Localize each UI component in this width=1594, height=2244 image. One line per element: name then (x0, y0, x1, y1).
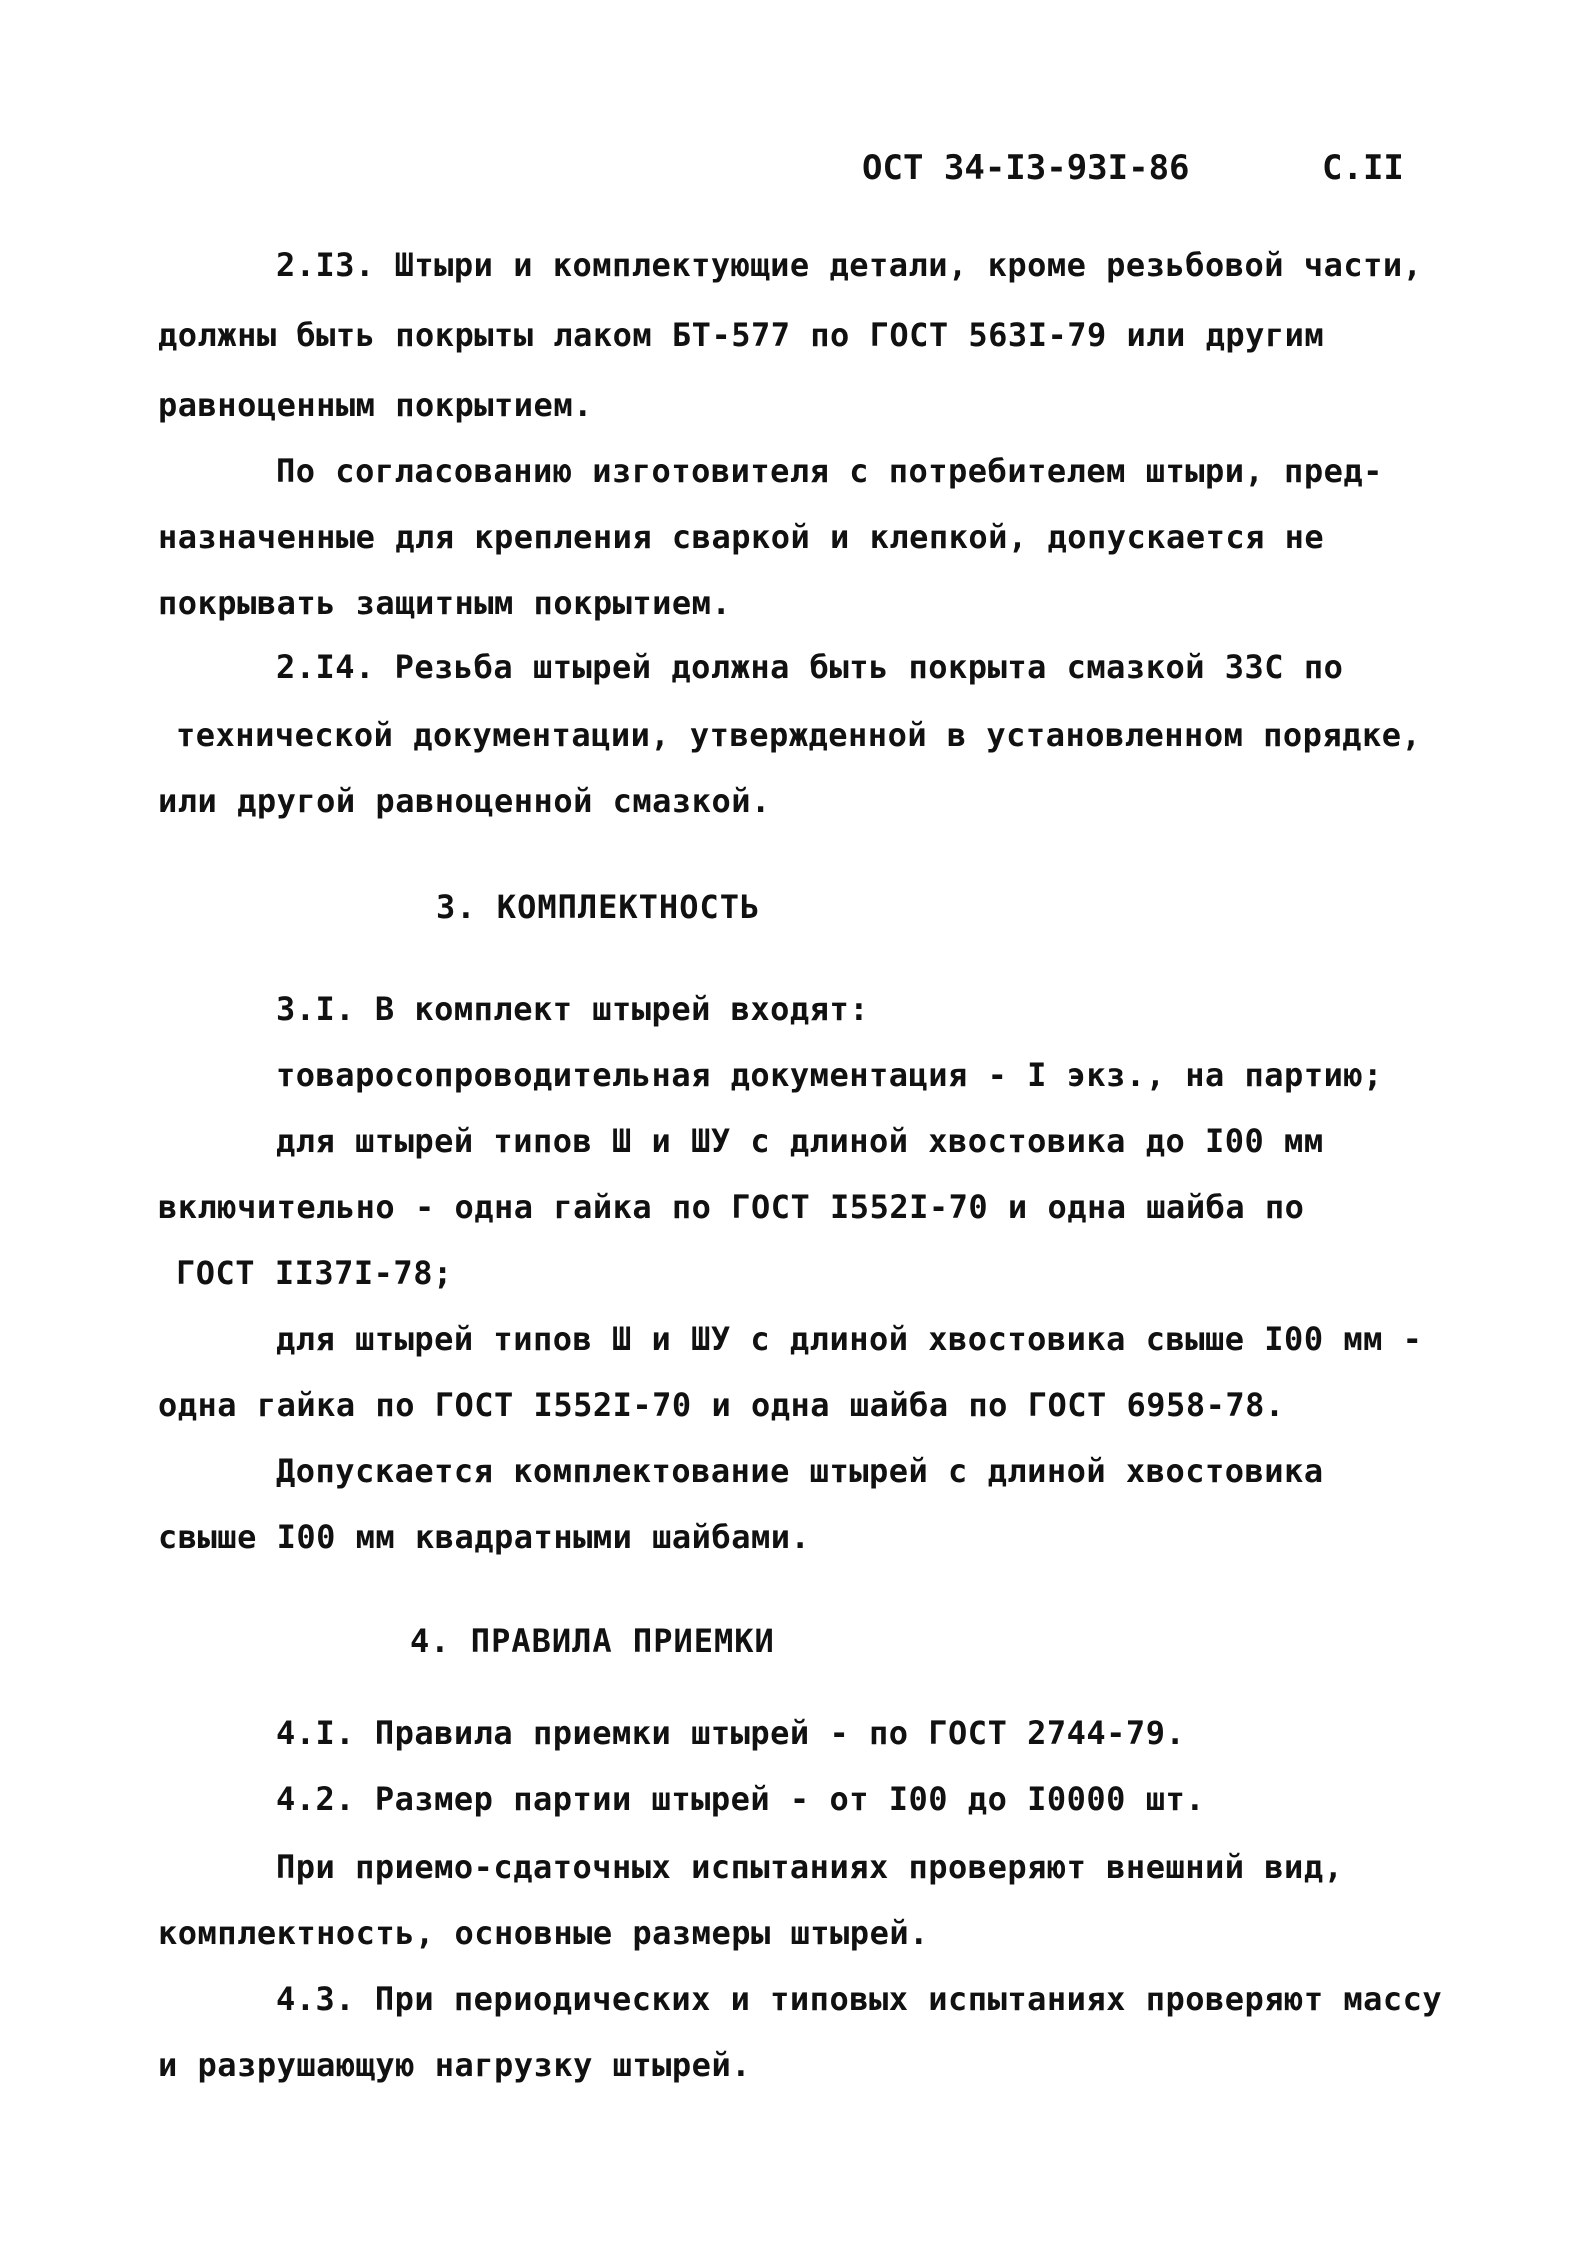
document-code: ОСТ 34-I3-93I-86 (862, 148, 1190, 188)
clause-2-13-line-3: равноценным покрытием. (158, 386, 593, 424)
clause-4-2-note-line-1: При приемо-сдаточных испытаниях проверяют внешний вид, (276, 1848, 1344, 1886)
clause-2-14-line-1: 2.I4. Резьба штырей должна быть покрыта смазкой ЗЗС по (276, 648, 1344, 686)
clause-4-2: 4.2. Размер партии штырей - от I00 до I0000 шт. (276, 1780, 1205, 1818)
clause-2-13-note-line-2: назначенные для крепления сваркой и клепкой, допускается не (158, 518, 1325, 556)
clause-2-13-note-line-1: По согласованию изготовителя с потребителем штыри, пред- (276, 452, 1383, 490)
clause-3-1-item-a-line-3: ГОСТ II37I-78; (176, 1254, 453, 1292)
clause-3-1: 3.I. В комплект штырей входят: (276, 990, 869, 1028)
section-4-heading: 4. ПРАВИЛА ПРИЕМКИ (410, 1622, 775, 1660)
page-number: С.II (1322, 148, 1404, 188)
clause-4-2-note-line-2: комплектность, основные размеры штырей. (158, 1914, 929, 1952)
clause-2-13-line-1: 2.I3. Штыри и комплектующие детали, кроме резьбовой части, (276, 246, 1423, 284)
clause-3-1-item-a-line-1: для штырей типов Ш и ШУ с длиной хвостовика до I00 мм (276, 1122, 1324, 1160)
clause-3-1-item-b-line-1: для штырей типов Ш и ШУ с длиной хвостовика свыше I00 мм - (276, 1320, 1423, 1358)
clause-4-3-line-1: 4.3. При периодических и типовых испытаниях проверяют массу (276, 1980, 1443, 2018)
clause-3-1-note-line-1: Допускается комплектование штырей с длиной хвостовика (276, 1452, 1324, 1490)
clause-2-13-line-2: должны быть покрыты лаком БТ-577 по ГОСТ 563I-79 или другим (158, 316, 1325, 354)
clause-4-1: 4.I. Правила приемки штырей - по ГОСТ 2744-79. (276, 1714, 1186, 1752)
section-3-heading: 3. КОМПЛЕКТНОСТЬ (436, 888, 761, 926)
clause-2-14-line-2: технической документации, утвержденной в установленном порядке, (176, 716, 1422, 754)
clause-3-1-item-b-line-2: одна гайка по ГОСТ I552I-70 и одна шайба по ГОСТ 6958-78. (158, 1386, 1285, 1424)
clause-3-1-note-line-2: свыше I00 мм квадратными шайбами. (158, 1518, 811, 1556)
clause-2-14-line-3: или другой равноценной смазкой. (158, 782, 771, 820)
clause-2-13-note-line-3: покрывать защитным покрытием. (158, 584, 732, 622)
clause-3-1-item-a-line-2: включительно - одна гайка по ГОСТ I552I-70 и одна шайба по (158, 1188, 1305, 1226)
clause-4-3-line-2: и разрушающую нагрузку штырей. (158, 2046, 751, 2084)
clause-3-1-item-docs: товаросопроводительная документация - I экз., на партию; (276, 1056, 1383, 1094)
